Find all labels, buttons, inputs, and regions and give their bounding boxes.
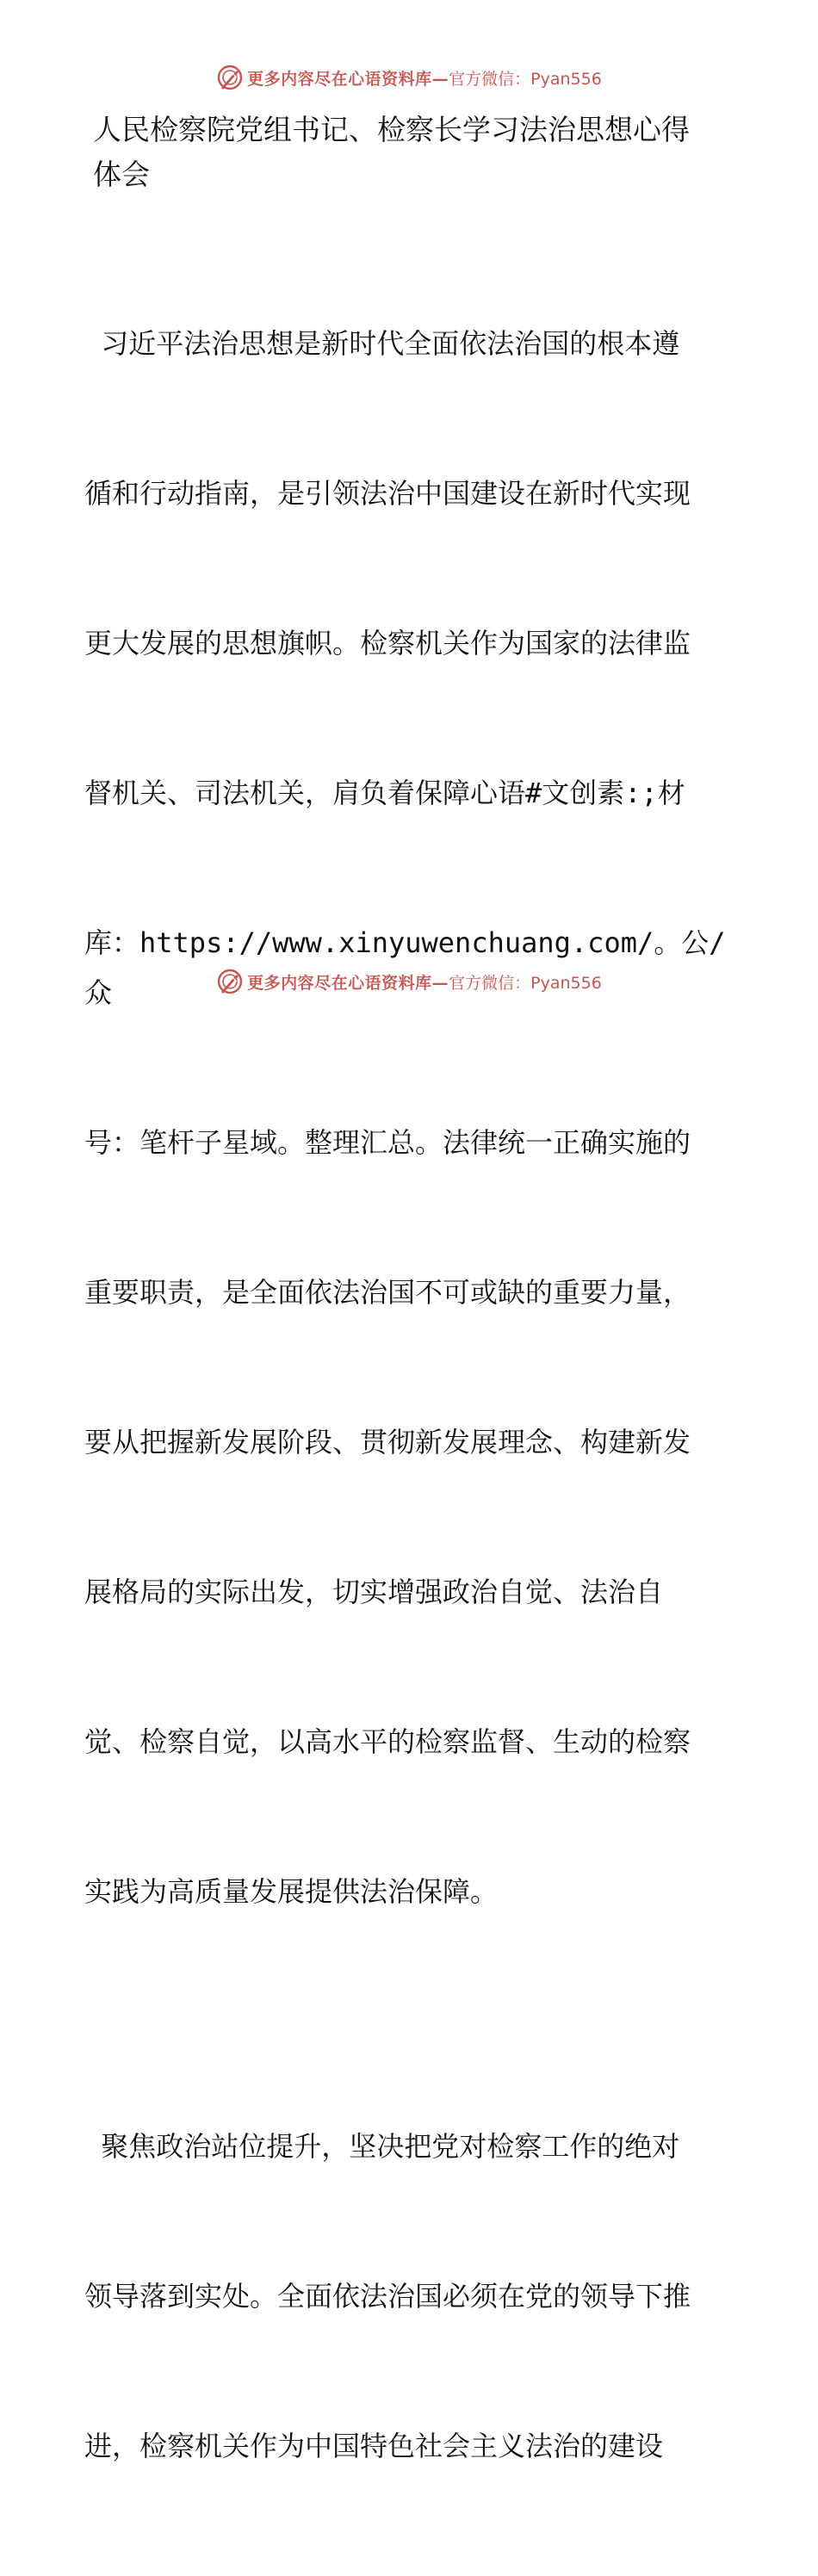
title-line: 体会 [93,158,150,191]
paragraph-2 [84,2022,732,2571]
paragraph-line: 聚焦政治站位提升，坚决把党对检察工作的绝对 [84,2130,680,2163]
document-title [84,108,732,197]
paragraph-line: 更大发展的思想旗帜。检察机关作为国家的法律监 [84,627,691,659]
document-content [84,108,732,2576]
paragraph-line: 习近平法治思想是新时代全面依法治国的根本遵 [84,327,680,360]
paragraph-line: 觉、检察自觉，以高水平的检察监督、生动的检察 [84,1725,691,1758]
pen-logo-icon [216,64,244,91]
banner-text: 更多内容尽在心语资料库— [247,69,449,89]
paragraph-line: 号：笔杆子星域。整理汇总。法律统一正确实施的 [84,1126,691,1159]
paragraph-line: 进，检察机关作为中国特色社会主义法治的建设 [84,2430,664,2462]
pen-logo-icon [216,968,244,995]
paragraph-line: 循和行动指南，是引领法治中国建设在新时代实现 [84,477,691,510]
banner-wechat: 官方微信：Pyan556 [449,69,602,89]
banner-wechat: 官方微信：Pyan556 [449,973,602,993]
title-line: 人民检察院党组书记、检察长学习法治思想心得 [93,113,690,146]
paragraph-line: 领导落到实处。全面依法治国必须在党的领导下推 [84,2280,691,2313]
paragraph-line: 展格局的实际出发，切实增强政治自觉、法治自 [84,1576,664,1608]
paragraph-line: 库：https://www.xinyuwenchuang.com/。公/众 [84,926,726,1009]
paragraph-1 [84,219,732,2016]
paragraph-line: 实践为高质量发展提供法治保障。 [84,1875,499,1908]
header-banner [0,60,818,95]
paragraph-line: 督机关、司法机关，肩负着保障心语#文创素:;材 [84,777,685,809]
paragraph-line: 重要职责，是全面依法治国不可或缺的重要力量， [84,1276,691,1309]
banner-text: 更多内容尽在心语资料库— [247,973,449,993]
footer-banner [0,964,818,999]
paragraph-line: 要从把握新发展阶段、贯彻新发展理念、构建新发 [84,1426,691,1458]
